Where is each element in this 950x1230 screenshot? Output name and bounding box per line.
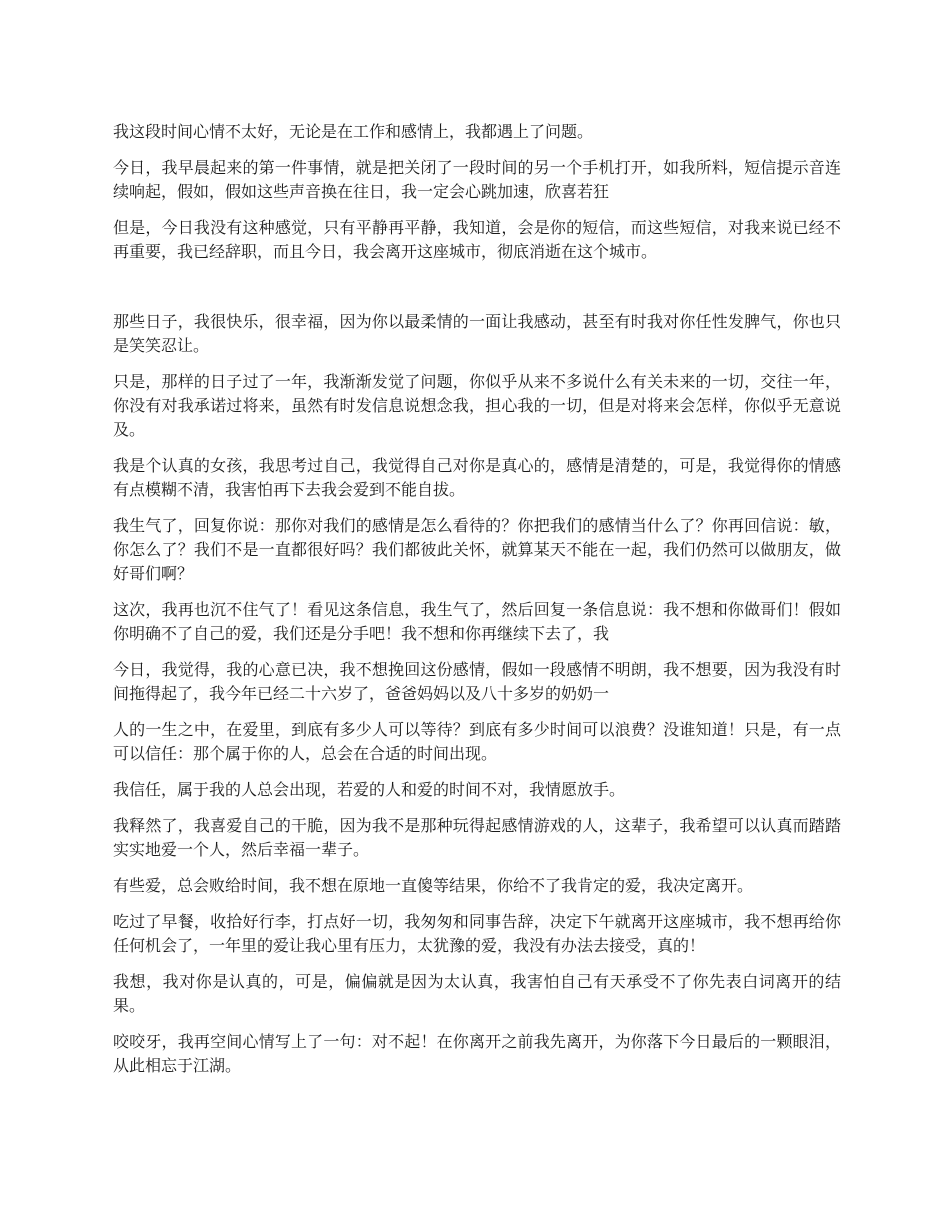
paragraph: 我这段时间心情不太好，无论是在工作和感情上，我都遇上了问题。 bbox=[113, 122, 594, 141]
paragraph: 有些爱，总会败给时间，我不想在原地一直傻等结果，你给不了我肯定的爱，我决定离开。 bbox=[113, 876, 754, 895]
paragraph: 今日，我早晨起来的第一件事情，就是把关闭了一段时间的另一个手机打开，如我所料，短信提示音连续响起，假如，假如这些声音换在往日，我一定会心跳加速，欣喜若狂 bbox=[113, 158, 841, 201]
paragraph: 我生气了，回复你说：那你对我们的感情是怎么看待的？你把我们的感情当什么了？你再回信说：敏，你怎么了？我们不是一直都很好吗？我们都彼此关怀，就算某天不能在一起，我们仍然可以做朋友，做好哥们啊？ bbox=[113, 516, 841, 583]
paragraph: 咬咬牙，我再空间心情写上了一句：对不起！在你离开之前我先离开，为你落下今日最后的一颗眼泪，从此相忘于江湖。 bbox=[113, 1032, 841, 1075]
paragraph: 今日，我觉得，我的心意已决，我不想挽回这份感情，假如一段感情不明朗，我不想要，因为我没有时间拖得起了，我今年已经二十六岁了，爸爸妈妈以及八十多岁的奶奶一 bbox=[113, 660, 841, 703]
section-spacer bbox=[113, 276, 841, 310]
paragraph: 我释然了，我喜爱自己的干脆，因为我不是那种玩得起感情游戏的人，这辈子，我希望可以认真而踏踏实实地爱一个人，然后幸福一辈子。 bbox=[113, 816, 841, 859]
paragraph: 那些日子，我很快乐，很幸福，因为你以最柔情的一面让我感动，甚至有时我对你任性发脾气，你也只是笑笑忍让。 bbox=[113, 312, 841, 355]
document-page bbox=[113, 120, 841, 1090]
paragraph: 人的一生之中，在爱里，到底有多少人可以等待？到底有多少时间可以浪费？没谁知道！只是，有一点可以信任：那个属于你的人，总会在合适的时间出现。 bbox=[113, 720, 841, 763]
paragraph: 但是，今日我没有这种感觉，只有平静再平静，我知道，会是你的短信，而这些短信，对我来说已经不再重要，我已经辞职，而且今日，我会离开这座城市，彻底消逝在这个城市。 bbox=[113, 218, 841, 261]
paragraph: 我是个认真的女孩，我思考过自己，我觉得自己对你是真心的，感情是清楚的，可是，我觉得你的情感有点模糊不清，我害怕再下去我会爱到不能自拔。 bbox=[113, 456, 841, 499]
paragraph: 这次，我再也沉不住气了！看见这条信息，我生气了，然后回复一条信息说：我不想和你做哥们！假如你明确不了自己的爱，我们还是分手吧！我不想和你再继续下去了，我 bbox=[113, 600, 841, 643]
paragraph: 只是，那样的日子过了一年，我渐渐发觉了问题，你似乎从来不多说什么有关未来的一切，交往一年，你没有对我承诺过将来，虽然有时发信息说想念我，担心我的一切，但是对将来会怎样，你似乎无意说及。 bbox=[113, 372, 841, 439]
paragraph: 吃过了早餐，收拾好行李，打点好一切，我匆匆和同事告辞，决定下午就离开这座城市，我不想再给你任何机会了，一年里的爱让我心里有压力，太犹豫的爱，我没有办法去接受，真的！ bbox=[113, 912, 841, 955]
paragraph: 我信任，属于我的人总会出现，若爱的人和爱的时间不对，我情愿放手。 bbox=[113, 780, 626, 799]
paragraph: 我想，我对你是认真的，可是，偏偏就是因为太认真，我害怕自己有天承受不了你先表白词离开的结果。 bbox=[113, 972, 841, 1015]
